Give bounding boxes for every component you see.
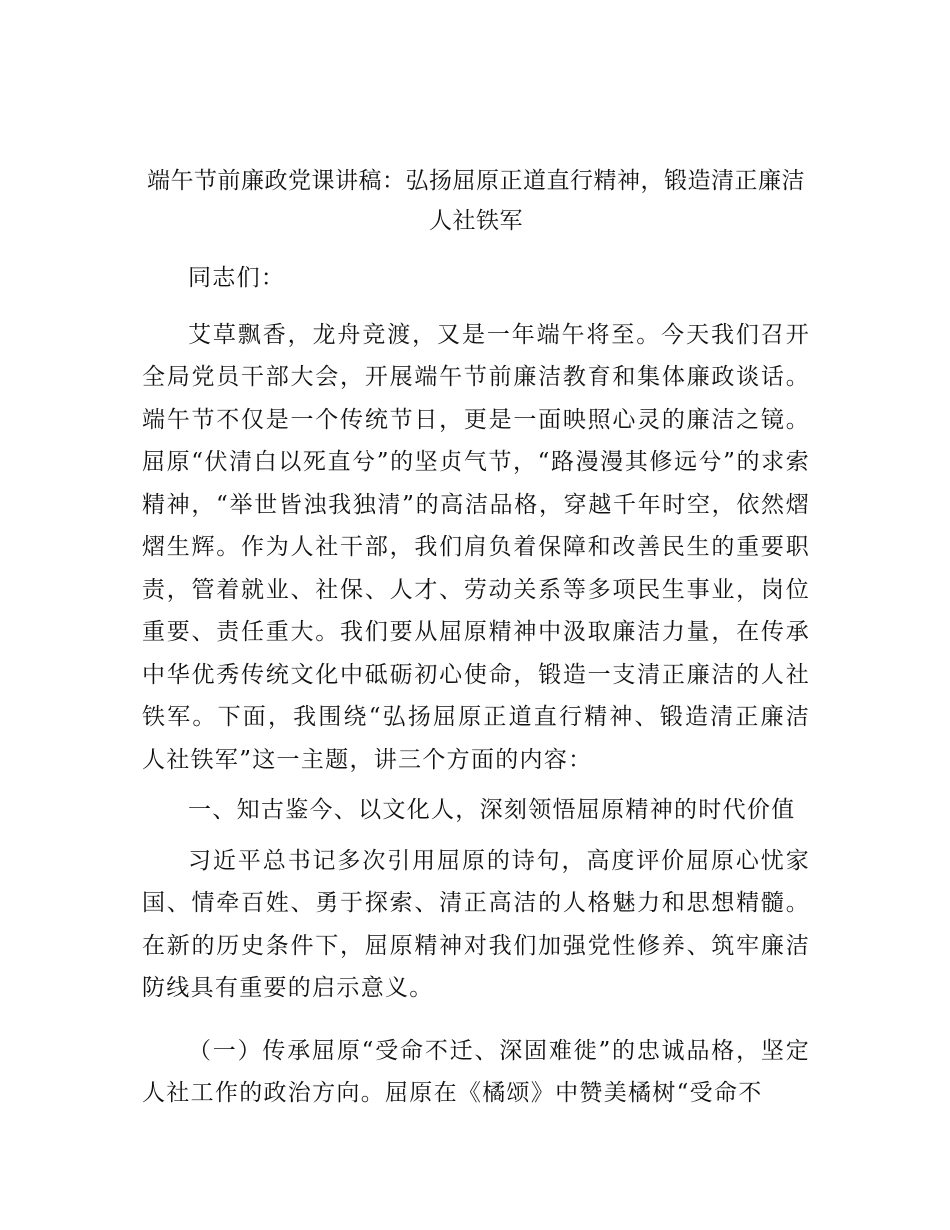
salutation: 同志们：	[188, 265, 286, 291]
paragraph-subsection-1: （一）传承屈原“受命不迁、深固难徙”的忠诚品格，坚定人社工作的政治方向。屈原在《橘颂》中赞美橘树“受命不	[142, 1037, 810, 1106]
paragraph-intro: 艾草飘香，龙舟竞渡，又是一年端午将至。今天我们召开全局党员干部大会，开展端午节前廉洁教育和集体廉政谈话。端午节不仅是一个传统节日，更是一面映照心灵的廉洁之镜。屈原“伏清白以死直兮”的坚贞气节，“路漫漫其修远兮”的求索精神，“举世皆浊我独清”的高洁品格，穿越千年时空，依然熠熠生辉。作为人社干部，我们肩负着保障和改善民生的重要职责，管着就业、社保、人才、劳动关系等多项民生事业，岗位重要、责任重大。我们要从屈原精神中汲取廉洁力量，在传承中华优秀传统文化中砥砺初心使命，锻造一支清正廉洁的人社铁军。下面，我围绕“弘扬屈原正道直行精神、锻造清正廉洁人社铁军”这一主题，讲三个方面的内容：	[142, 321, 810, 773]
paragraph-section-1: 习近平总书记多次引用屈原的诗句，高度评价屈原心忧家国、情牵百姓、勇于探索、清正高洁的人格魅力和思想精髓。在新的历史条件下，屈原精神对我们加强党性修养、筑牢廉洁防线具有重要的启示意义。	[142, 847, 810, 1001]
document-title: 端午节前廉政党课讲稿：弘扬屈原正道直行精神，锻造清正廉洁人社铁军	[147, 168, 805, 234]
section-heading-1: 一、知古鉴今、以文化人，深刻领悟屈原精神的时代价值	[188, 797, 796, 823]
document-body	[142, 161, 810, 1115]
